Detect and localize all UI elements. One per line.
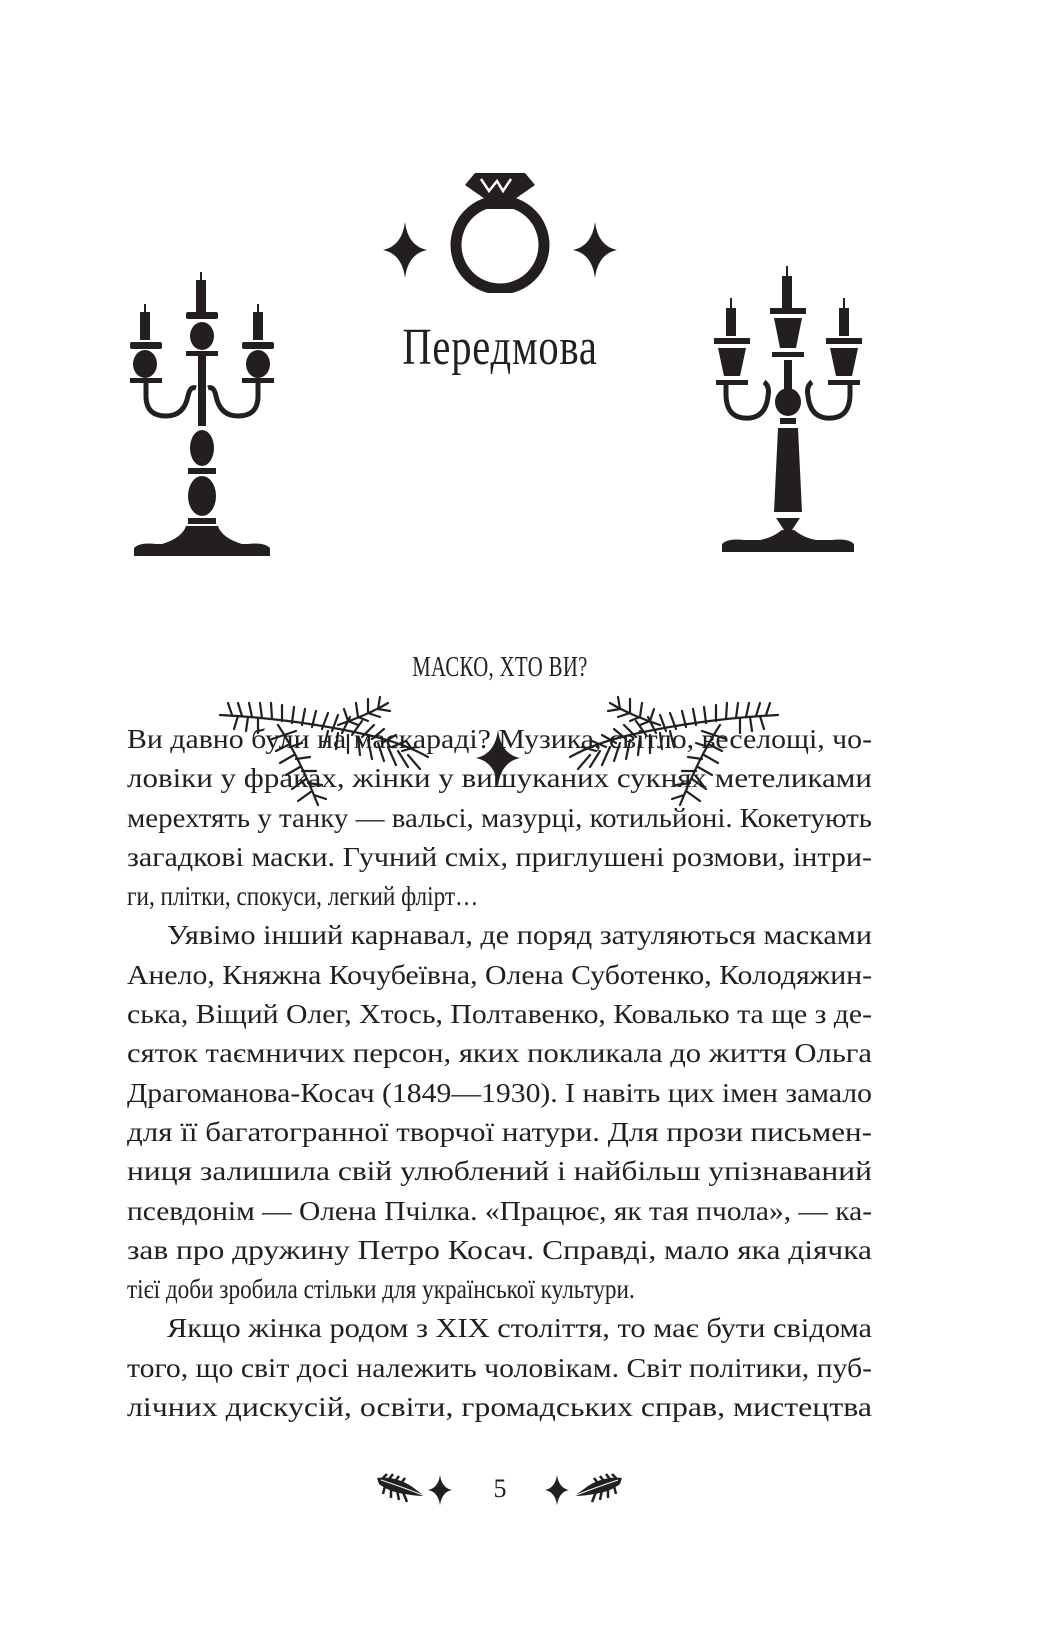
text-line: Якщо жінка родом з XIX століття, то має бути свідома bbox=[167, 1313, 872, 1344]
candelabra-icon bbox=[712, 262, 862, 562]
text-line: того, що світ досі належить чоловікам. Світ політики, пуб- bbox=[127, 1352, 872, 1383]
text-line: ська, Віщий Олег, Хтось, Полтавенко, Ковалько та ще з де- bbox=[127, 999, 873, 1030]
text-line: Ви давно були на маскараді? Музика, світло, веселощі, чо- bbox=[127, 724, 873, 754]
text-line: тієї доби зробила стільки для української культури. bbox=[127, 1274, 635, 1305]
page-footer bbox=[0, 1472, 1000, 1512]
text-line: зав про дружину Петро Косач. Справді, мало яка діячка bbox=[127, 1234, 872, 1265]
text-line: для її багатогранної творчої натури. Для прози письмен- bbox=[127, 1116, 872, 1147]
text-line: ниця залишила свій улюблений і найбільш упізнаваний bbox=[127, 1156, 872, 1187]
chapter-title: Передмова bbox=[402, 319, 598, 376]
text-line: Драгоманова-Косач (1849—1930). І навіть цих імен замало bbox=[127, 1077, 872, 1108]
feather-icon bbox=[375, 1472, 427, 1506]
four-point-star-icon bbox=[383, 222, 427, 278]
page-number: 5 bbox=[493, 1474, 507, 1503]
body-text bbox=[127, 720, 872, 1427]
four-point-star-icon bbox=[545, 1474, 569, 1506]
text-line: мерехтять у танку — вальсі, мазурці, котильйоні. Кокетують bbox=[127, 802, 872, 833]
four-point-star-icon bbox=[573, 222, 617, 278]
text-line: псевдонім — Олена Пчілка. «Працює, як тая пчола», — ка- bbox=[127, 1195, 873, 1226]
candelabra-icon bbox=[126, 266, 276, 566]
text-line: ги, плітки, спокуси, легкий флірт… bbox=[127, 881, 479, 912]
text-line: ловіки у фраках, жінки у вишуканих сукнях метеликами bbox=[127, 763, 872, 794]
text-line: загадкові маски. Гучний сміх, приглушені розмови, інтри- bbox=[127, 841, 872, 872]
section-heading: МАСКО, ХТО ВИ? bbox=[412, 652, 588, 683]
text-line: сяток таємничих персон, яких покликала до життя Ольга bbox=[127, 1038, 872, 1069]
ring-icon bbox=[445, 163, 555, 293]
text-line: Анело, Княжна Кочубеївна, Олена Суботенко, Колодяжин- bbox=[127, 959, 873, 990]
text-line: Уявімо інший карнавал, де поряд затуляються масками bbox=[167, 920, 872, 951]
text-line: лічних дискусій, освіти, громадських справ, мистецтва bbox=[127, 1392, 872, 1423]
four-point-star-icon bbox=[428, 1474, 452, 1506]
feather-icon bbox=[572, 1472, 624, 1506]
